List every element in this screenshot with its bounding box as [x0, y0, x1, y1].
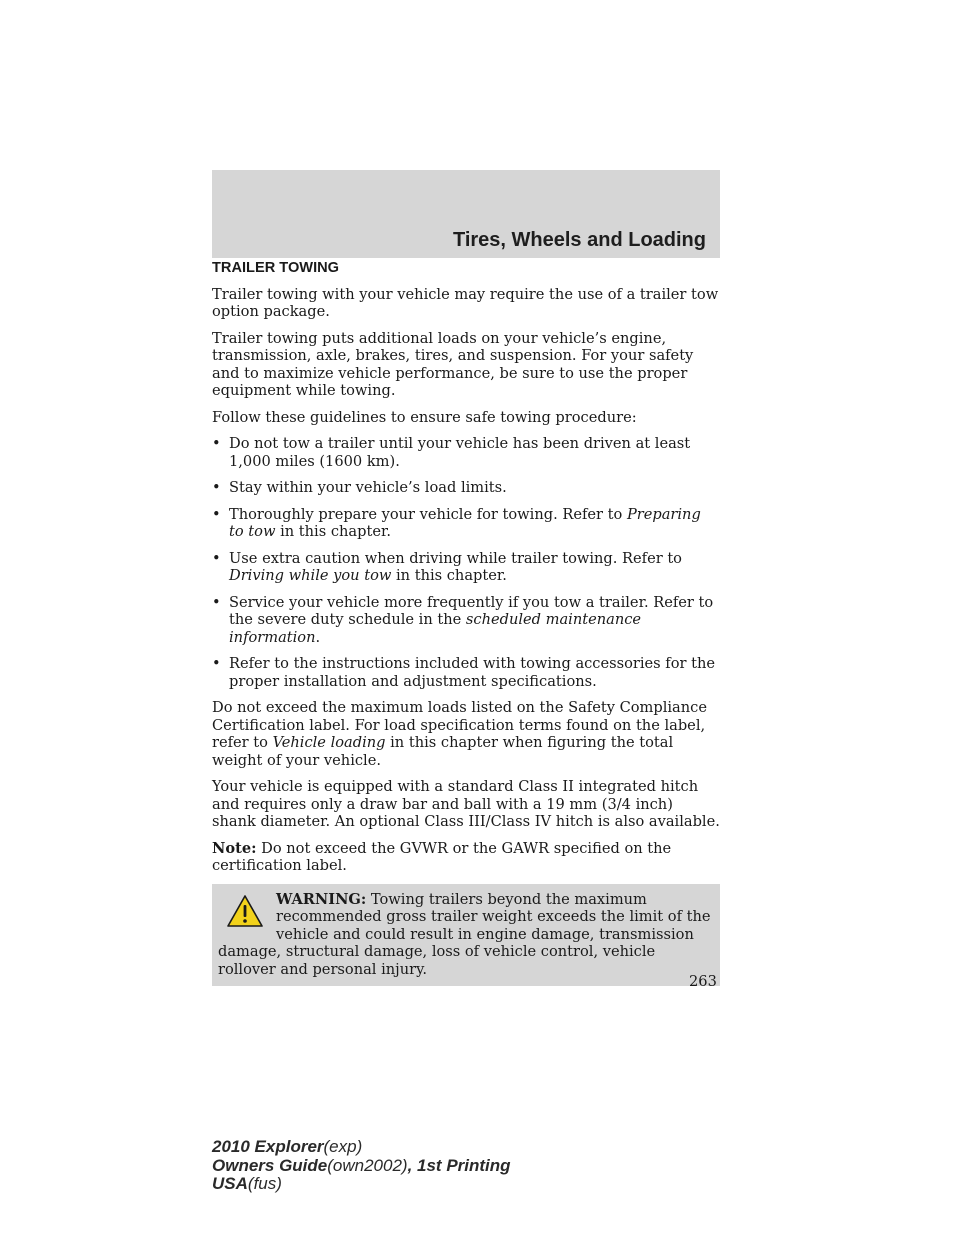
footer-model-code: (exp): [323, 1137, 363, 1156]
warning-label: WARNING:: [276, 890, 367, 908]
paragraph-text: Do not exceed the maximum loads listed on the Safety Compliance Certification label. For load specification terms found on the label, refer to: [212, 699, 707, 751]
footer-market: USA: [212, 1174, 248, 1193]
footer-guide: Owners Guide: [212, 1155, 328, 1175]
paragraph-hitch: Your vehicle is equipped with a standard Class II integrated hitch and requires only a draw bar and ball with a 19 mm (3/4 inch) shank diameter. An optional Class III/Class IV hitch is also available.: [212, 778, 720, 830]
warning-text: [218, 891, 714, 979]
footer-printing: , 1st Printing: [407, 1155, 511, 1175]
footer-market-code: (fus): [247, 1174, 282, 1193]
footer-guide-code: (own2002): [327, 1155, 408, 1175]
guidelines-list: [212, 435, 720, 690]
footer-model: 2010 Explorer: [212, 1137, 324, 1156]
note-text: Do not exceed the GVWR or the GAWR specified on the certification label.: [212, 839, 672, 874]
footer-line-model: [212, 1138, 511, 1157]
paragraph-additional-loads: Trailer towing puts additional loads on your vehicle’s engine, transmission, axle, brakes, tires, and suspension. For your safety and to maximize vehicle performance, be sure to use the proper equipment while towing.: [212, 329, 694, 399]
bullet-icon: •: [212, 505, 221, 523]
cross-reference-scheduled-maintenance: scheduled maintenance information: [229, 611, 642, 646]
list-item-text: Refer to the instructions included with towing accessories for the proper installation and adjustment specifications.: [229, 655, 715, 690]
list-item-text: Do not tow a trailer until your vehicle has been driven at least 1,000 miles (1600 km).: [229, 435, 691, 470]
warning-triangle-icon: [226, 894, 264, 928]
list-item-text: Service your vehicle more frequently if you tow a trailer. Refer to the severe duty schedule in the: [229, 593, 714, 628]
list-item: [212, 479, 720, 497]
list-item: [212, 435, 720, 470]
paragraph-maximum-loads: [212, 699, 720, 769]
bullet-icon: •: [212, 655, 221, 672]
list-item: [212, 655, 720, 690]
bullet-icon: •: [212, 479, 221, 496]
list-item: [212, 506, 720, 541]
bullet-icon: •: [212, 435, 221, 452]
list-item-text: in this chapter.: [391, 567, 507, 584]
warning-body: Towing trailers beyond the maximum recommended gross trailer weight exceeds the limit of the vehicle and could result in engine damage, transmission damage, structural damage, loss of vehicle control, vehicle rollover and personal injury.: [218, 890, 711, 978]
cross-reference-driving-while-you-tow: Driving while you tow: [229, 567, 392, 584]
note: [212, 840, 720, 875]
list-item-text: Use extra caution when driving while trailer towing. Refer to: [229, 549, 682, 567]
chapter-header-band: [212, 170, 720, 258]
list-item-text: Thoroughly prepare your vehicle for towing. Refer to: [229, 505, 627, 523]
bullet-icon: •: [212, 593, 221, 611]
list-item: [212, 594, 720, 647]
document-footer: [212, 1138, 511, 1194]
section-title: TRAILER TOWING: [212, 260, 340, 276]
paragraph-text: in this chapter when figuring the total weight of your vehicle.: [212, 734, 674, 769]
bullet-icon: •: [212, 549, 221, 567]
paragraph-guidelines-intro: Follow these guidelines to ensure safe towing procedure:: [212, 408, 637, 426]
cross-reference-vehicle-loading: Vehicle loading: [272, 734, 386, 751]
list-item-text: Stay within your vehicle’s load limits.: [229, 479, 507, 496]
list-item-text: .: [315, 628, 321, 646]
footer-line-guide: [212, 1157, 511, 1176]
page-content: [212, 260, 720, 986]
list-item-text: in this chapter.: [275, 523, 391, 540]
note-label: Note:: [212, 839, 257, 857]
page-number: 263: [689, 973, 717, 990]
footer-line-market: [212, 1175, 511, 1194]
warning-box: [212, 884, 720, 987]
paragraph-option-package: Trailer towing with your vehicle may require the use of a trailer tow option package.: [212, 285, 719, 320]
chapter-title: Tires, Wheels and Loading: [452, 229, 706, 251]
cross-reference-preparing-to-tow: Preparing to tow: [229, 505, 701, 540]
list-item: [212, 550, 720, 585]
